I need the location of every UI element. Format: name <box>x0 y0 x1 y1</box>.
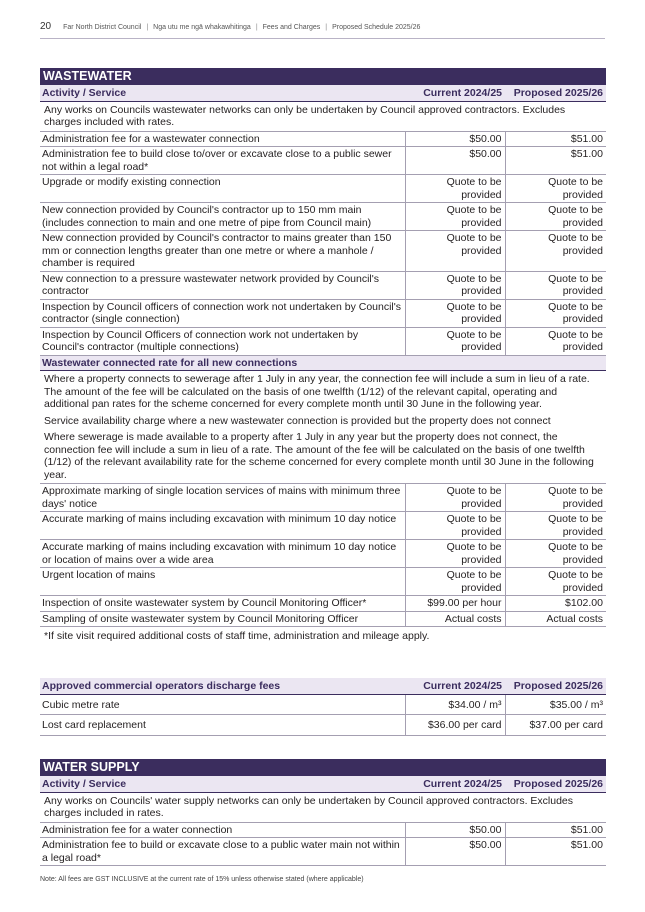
row-activity: New connection provided by Council's contractor to mains greater than 150 mm or connection lengths greater than one metre or where a manhole / chamber is required <box>40 231 405 272</box>
row-proposed: Quote to be provided <box>505 299 606 327</box>
col-proposed: Proposed 2025/26 <box>505 678 606 694</box>
row-proposed: Quote to be provided <box>505 203 606 231</box>
row-proposed: $51.00 <box>505 838 606 866</box>
table-row <box>40 568 606 596</box>
row-proposed: Quote to be provided <box>505 327 606 355</box>
col-proposed: Proposed 2025/26 <box>505 85 606 101</box>
page-header: 20 Far North District Council | Nga utu me ngā whakawhitinga | Fees and Charges | Proposed Schedule 2025/26 <box>40 21 605 39</box>
row-proposed: Quote to be provided <box>505 271 606 299</box>
row-current: Quote to be provided <box>405 568 505 596</box>
table-row <box>40 512 606 540</box>
row-activity: Lost card replacement <box>40 715 405 736</box>
row-current: $34.00 / m³ <box>405 694 505 715</box>
row-activity: Administration fee to build or excavate close to a public water main not within a legal road* <box>40 838 405 866</box>
table-row <box>40 694 606 715</box>
row-current: Quote to be provided <box>405 175 505 203</box>
row-proposed: Quote to be provided <box>505 484 606 512</box>
table-row <box>40 484 606 512</box>
wastewater-intro: Any works on Councils wastewater networks can only be undertaken by Council approved contractors. Excludes charges included with rates. <box>40 101 606 131</box>
col-current: Current 2024/25 <box>405 85 505 101</box>
header-section: Fees and Charges <box>262 24 321 31</box>
table-row <box>40 822 606 838</box>
row-proposed: Quote to be provided <box>505 540 606 568</box>
row-current: $50.00 <box>405 838 505 866</box>
header-org: Far North District Council <box>63 24 142 31</box>
row-proposed: Quote to be provided <box>505 512 606 540</box>
row-activity: New connection to a pressure wastewater network provided by Council's contractor <box>40 271 405 299</box>
water-intro: Any works on Councils' water supply networks can only be undertaken by Council approved contractors. Excludes charges included in rates. <box>40 792 606 822</box>
service-availability-paragraph: Where sewerage is made available to a property after 1 July in any year but the property does not connect, the connection fee will include a sum in lieu of a rate. The amount of the fee will be calculated on the basis of one twelfth (1/12) of the relevant availability rate for the scheme concerned for every complete month until 30 June in the following year. <box>40 429 606 484</box>
page-number: 20 <box>40 21 52 32</box>
row-activity: New connection provided by Council's contractor up to 150 mm main (includes connection to main and one metre of pipe from Council main) <box>40 203 405 231</box>
paragraph-row <box>40 429 606 484</box>
row-activity: Inspection of onsite wastewater system by Council Monitoring Officer* <box>40 596 405 612</box>
wastewater-intro-row <box>40 101 606 131</box>
col-activity: Activity / Service <box>40 85 405 101</box>
row-activity: Sampling of onsite wastewater system by Council Monitoring Officer <box>40 611 405 627</box>
row-current: Quote to be provided <box>405 484 505 512</box>
row-current: Quote to be provided <box>405 299 505 327</box>
table-header-row <box>40 678 606 694</box>
table-row <box>40 327 606 355</box>
row-current: Quote to be provided <box>405 540 505 568</box>
row-proposed: $102.00 <box>505 596 606 612</box>
table-header-row <box>40 85 606 101</box>
row-current: $99.00 per hour <box>405 596 505 612</box>
table-row <box>40 203 606 231</box>
row-current: $50.00 <box>405 147 505 175</box>
row-proposed: $51.00 <box>505 131 606 147</box>
wastewater-table <box>40 85 606 646</box>
connected-rate-paragraph: Where a property connects to sewerage after 1 July in any year, the connection fee will include a sum in lieu of a rate. The amount of the fee will be calculated on the basis of one twelfth (1/12) of the relevant capital, operating and additional pan rates for the scheme concerned for every complete month until 30 June in the following year. <box>44 373 590 410</box>
row-proposed: Actual costs <box>505 611 606 627</box>
row-activity: Inspection by Council Officers of connection work not undertaken by Council's contractor (multiple connections) <box>40 327 405 355</box>
col-current: Current 2024/25 <box>405 678 505 694</box>
row-current: Quote to be provided <box>405 327 505 355</box>
paragraph-row <box>40 413 606 430</box>
col-current: Current 2024/25 <box>405 776 505 792</box>
table-row <box>40 596 606 612</box>
table-row <box>40 299 606 327</box>
table-row <box>40 611 606 627</box>
row-current: $50.00 <box>405 822 505 838</box>
discharge-fees-table <box>40 678 606 736</box>
row-current: Quote to be provided <box>405 231 505 272</box>
paragraph-row <box>40 371 606 413</box>
col-activity: Approved commercial operators discharge fees <box>40 678 405 694</box>
row-activity: Cubic metre rate <box>40 694 405 715</box>
wastewater-footnote: *If site visit required additional costs of staff time, administration and mileage apply. <box>44 630 430 642</box>
table-row <box>40 231 606 272</box>
header-doc: Proposed Schedule 2025/26 <box>332 24 421 31</box>
wastewater-title: WASTEWATER <box>40 68 606 85</box>
service-availability-heading: Service availability charge where a new wastewater connection is provided but the property does not connect <box>44 414 551 427</box>
row-proposed: Quote to be provided <box>505 175 606 203</box>
row-proposed: $35.00 / m³ <box>505 694 606 715</box>
row-proposed: $37.00 per card <box>505 715 606 736</box>
table-row <box>40 838 606 866</box>
row-proposed: $51.00 <box>505 822 606 838</box>
row-proposed: Quote to be provided <box>505 231 606 272</box>
connected-rate-heading-row <box>40 355 606 371</box>
row-proposed: Quote to be provided <box>505 568 606 596</box>
row-current: Actual costs <box>405 611 505 627</box>
table-row <box>40 131 606 147</box>
row-activity: Administration fee for a wastewater connection <box>40 131 405 147</box>
water-intro-row <box>40 792 606 822</box>
row-current: Quote to be provided <box>405 271 505 299</box>
header-tagline: Nga utu me ngā whakawhitinga <box>153 24 251 31</box>
footnote-row <box>40 627 606 646</box>
row-activity: Accurate marking of mains including excavation with minimum 10 day notice <box>40 512 405 540</box>
col-activity: Activity / Service <box>40 776 405 792</box>
table-row <box>40 540 606 568</box>
row-current: $36.00 per card <box>405 715 505 736</box>
row-activity: Approximate marking of single location services of mains with minimum three days' notice <box>40 484 405 512</box>
table-row <box>40 271 606 299</box>
table-header-row <box>40 776 606 792</box>
row-activity: Accurate marking of mains including excavation with minimum 10 day notice or location of mains over a wide area <box>40 540 405 568</box>
row-activity: Administration fee to build close to/over or excavate close to a public sewer not within a legal road* <box>40 147 405 175</box>
table-row <box>40 175 606 203</box>
row-proposed: $51.00 <box>505 147 606 175</box>
water-supply-section <box>40 759 606 866</box>
col-proposed: Proposed 2025/26 <box>505 776 606 792</box>
row-activity: Upgrade or modify existing connection <box>40 175 405 203</box>
table-row <box>40 147 606 175</box>
table-row <box>40 715 606 736</box>
row-current: $50.00 <box>405 131 505 147</box>
row-activity: Urgent location of mains <box>40 568 405 596</box>
discharge-fees-section <box>40 678 606 736</box>
water-supply-title: WATER SUPPLY <box>40 759 606 776</box>
wastewater-section <box>40 68 606 646</box>
row-activity: Inspection by Council officers of connection work not undertaken by Council's contractor (single connection) <box>40 299 405 327</box>
row-activity: Administration fee for a water connection <box>40 822 405 838</box>
connected-rate-heading: Wastewater connected rate for all new connections <box>40 355 606 371</box>
row-current: Quote to be provided <box>405 512 505 540</box>
gst-footer-note: Note: All fees are GST INCLUSIVE at the current rate of 15% unless otherwise stated (where applicable) <box>40 876 364 883</box>
water-supply-table <box>40 776 606 866</box>
row-current: Quote to be provided <box>405 203 505 231</box>
